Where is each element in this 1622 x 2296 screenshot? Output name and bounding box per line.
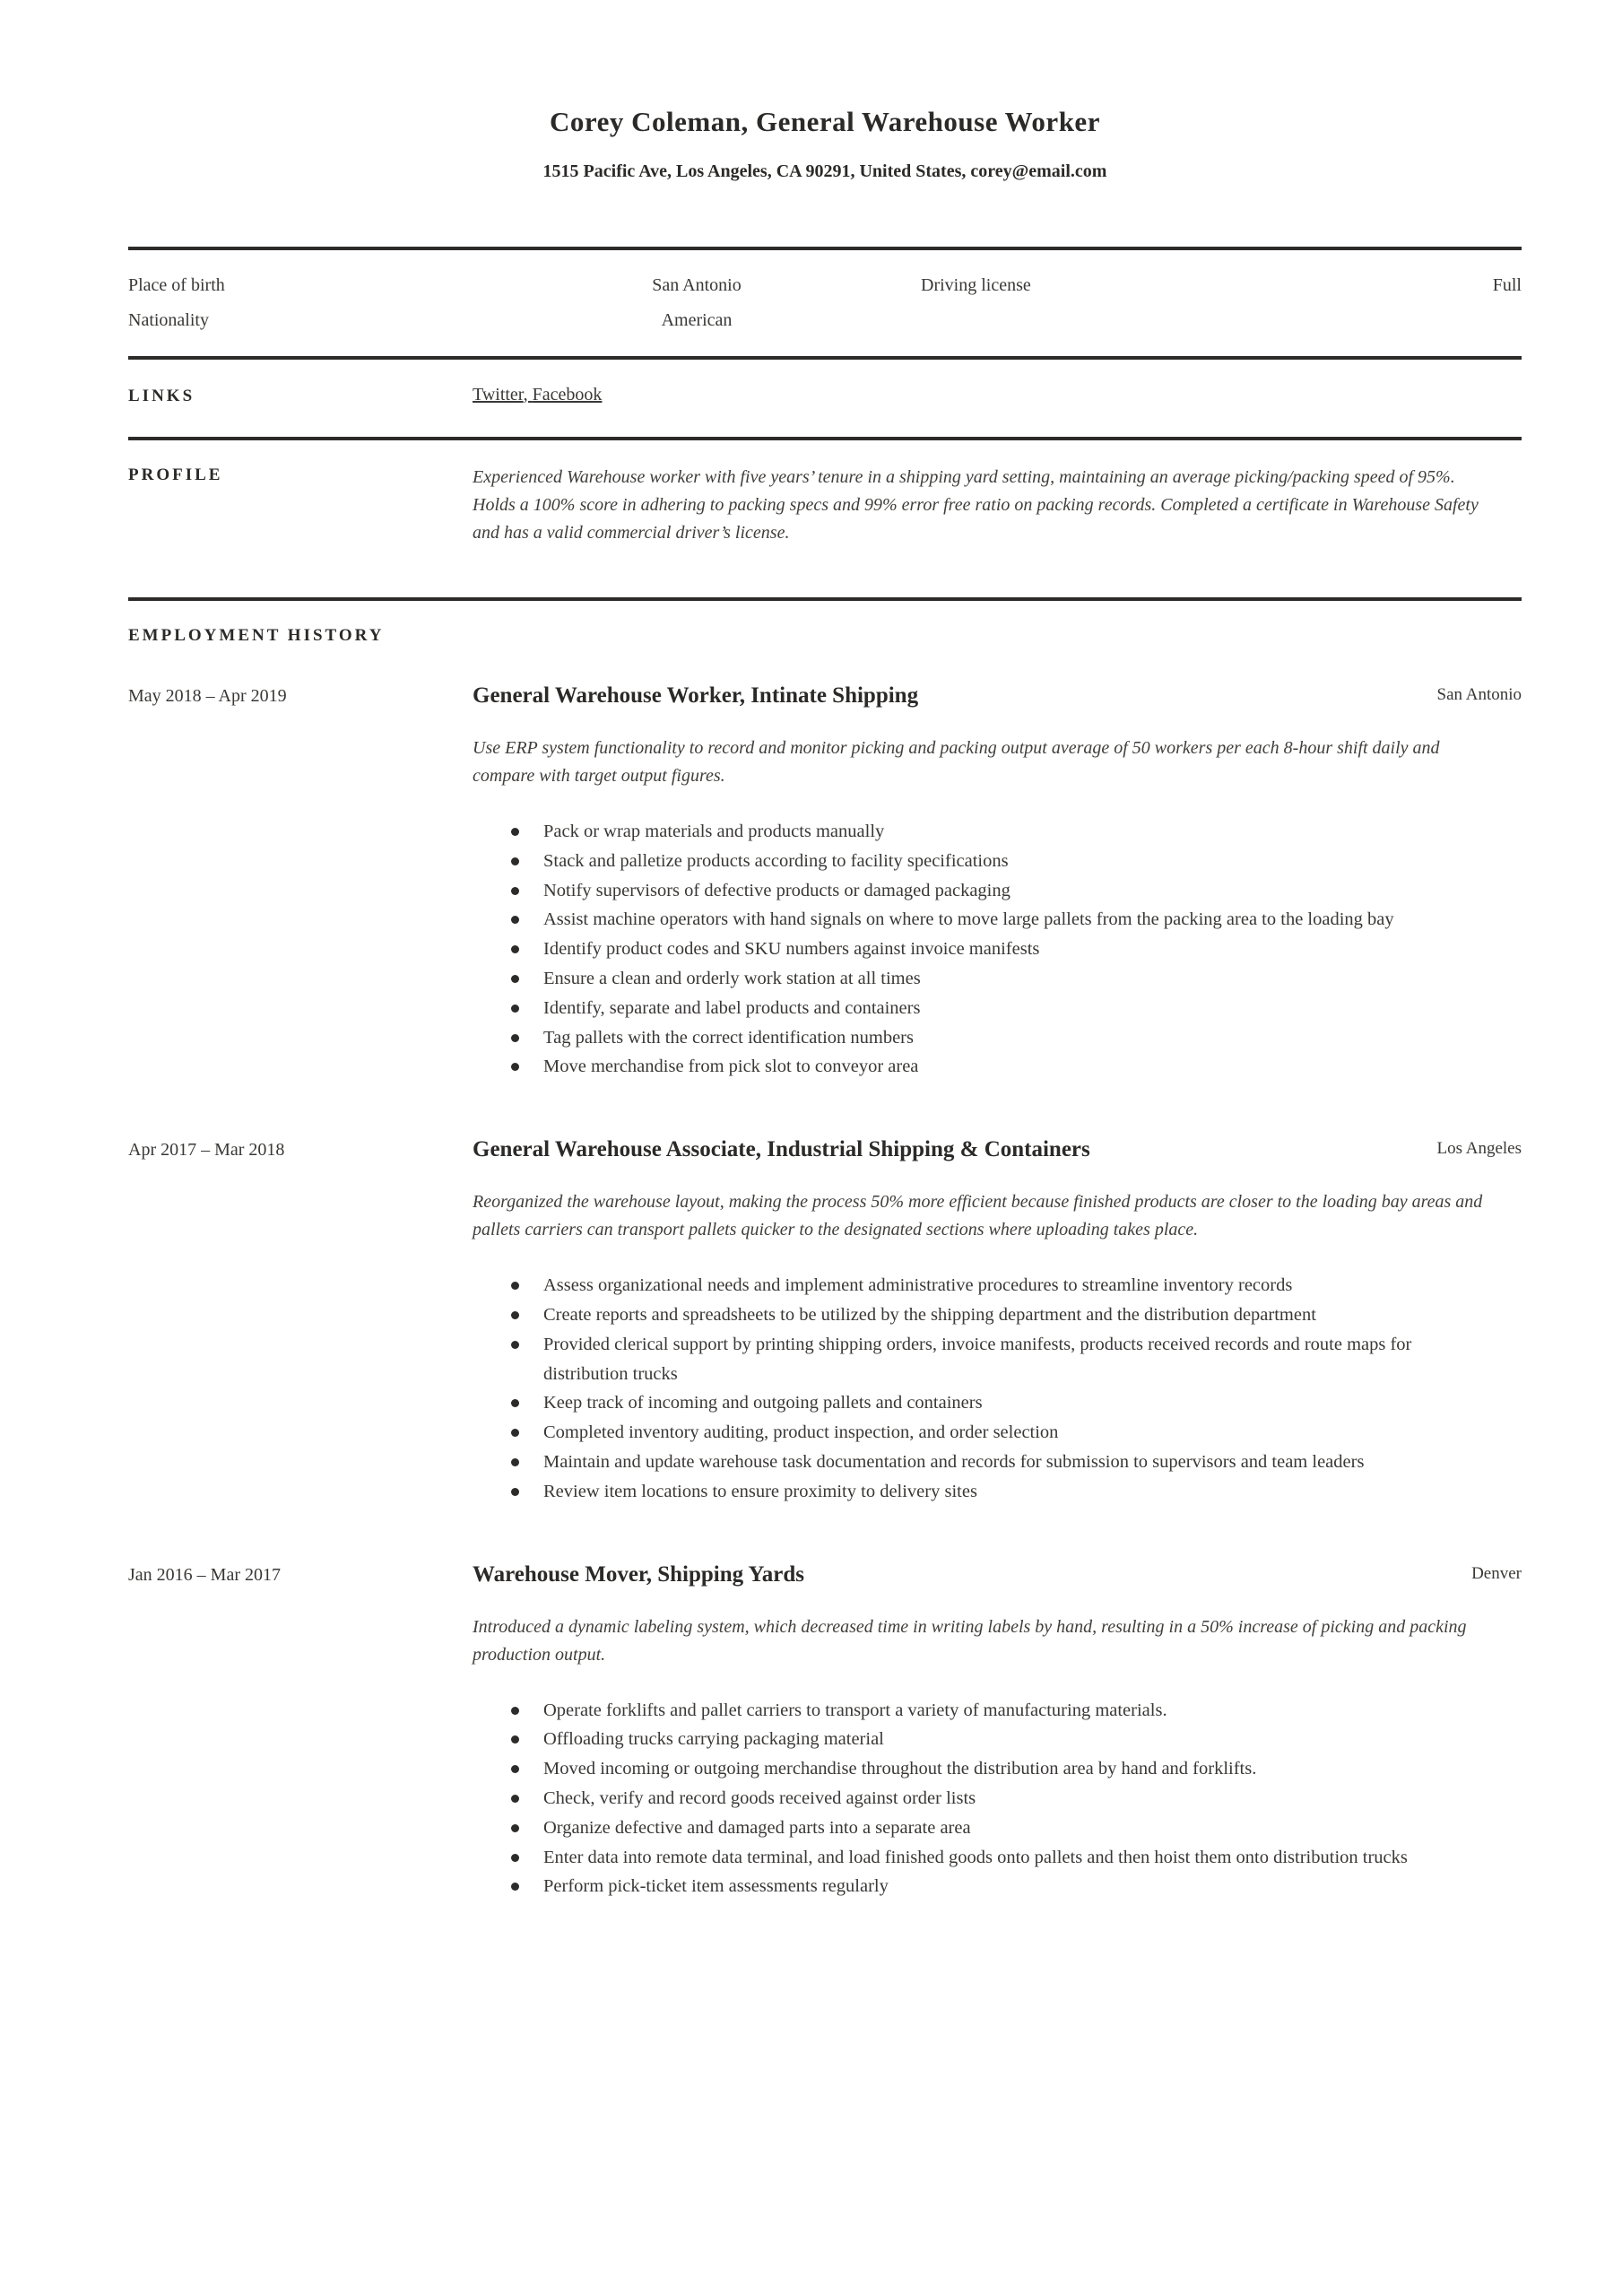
job-entry bbox=[128, 680, 1522, 1082]
driving-license-value: Full bbox=[1492, 275, 1522, 295]
detail-row bbox=[128, 310, 1522, 331]
job-title: Warehouse Mover, Shipping Yards bbox=[473, 1561, 804, 1587]
profile-section bbox=[128, 440, 1522, 597]
job-location: Los Angeles bbox=[1436, 1139, 1522, 1159]
bullet-item: Provided clerical support by printing shipping orders, invoice manifests, products received records and route maps for distribution trucks bbox=[511, 1330, 1448, 1389]
personal-details bbox=[128, 250, 1522, 356]
links-section bbox=[128, 360, 1522, 437]
social-link[interactable]: Twitter , bbox=[473, 385, 533, 404]
job-bullets bbox=[473, 817, 1448, 1082]
job-title: General Warehouse Associate, Industrial Shipping & Containers bbox=[473, 1137, 1090, 1162]
nationality-value: American bbox=[661, 310, 733, 330]
bullet-item: Moved incoming or outgoing merchandise throughout the distribution area by hand and forklifts. bbox=[511, 1754, 1448, 1784]
job-summary: Reorganized the warehouse layout, making the process 50% more efficient because finished products are closer to the loading bay areas and pallets carriers can transport pallets quicker to the designated sections where uploading takes place. bbox=[473, 1192, 1483, 1240]
bullet-item: Completed inventory auditing, product inspection, and order selection bbox=[511, 1418, 1448, 1448]
contact-line: 1515 Pacific Ave, Los Angeles, CA 90291, United States, corey@email.com bbox=[542, 161, 1107, 181]
profile-text: Experienced Warehouse worker with five years’ tenure in a shipping yard setting, maintaining an average picking/packing speed of 95%. Holds a 100% score in adhering to packing specs and 99% error free ratio on packing records. Completed a certificate in Warehouse Safety and has a valid commercial driver’s license. bbox=[473, 467, 1479, 543]
bullet-item: Operate forklifts and pallet carriers to transport a variety of manufacturing materials. bbox=[511, 1696, 1448, 1726]
bullet-item: Notify supervisors of defective products or damaged packaging bbox=[511, 876, 1448, 906]
bullet-item: Review item locations to ensure proximity to delivery sites bbox=[511, 1477, 1448, 1507]
driving-license-label: Driving license bbox=[921, 275, 1031, 295]
profile-heading: PROFILE bbox=[128, 465, 223, 484]
job-entry bbox=[128, 1134, 1522, 1506]
bullet-item: Identify, separate and label products and containers bbox=[511, 994, 1448, 1023]
place-of-birth-label: Place of birth bbox=[128, 275, 225, 295]
bullet-item: Keep track of incoming and outgoing pallets and containers bbox=[511, 1388, 1448, 1418]
employment-section bbox=[128, 601, 1522, 1901]
page-title: Corey Coleman, General Warehouse Worker bbox=[550, 106, 1100, 137]
job-bullets bbox=[473, 1696, 1448, 1902]
job-entry bbox=[128, 1559, 1522, 1902]
bullet-item: Organize defective and damaged parts into a separate area bbox=[511, 1813, 1448, 1843]
bullet-item: Identify product codes and SKU numbers against invoice manifests bbox=[511, 935, 1448, 964]
job-location: San Antonio bbox=[1436, 685, 1522, 704]
social-link[interactable]: Facebook bbox=[532, 385, 603, 404]
bullet-item: Assess organizational needs and implement administrative procedures to streamline inventory records bbox=[511, 1271, 1448, 1300]
bullet-item: Enter data into remote data terminal, and load finished goods onto pallets and then hoist them onto distribution trucks bbox=[511, 1843, 1448, 1873]
links-list bbox=[473, 385, 1522, 406]
job-dates: Apr 2017 – Mar 2018 bbox=[128, 1140, 285, 1161]
bullet-item: Maintain and update warehouse task documentation and records for submission to supervisors and team leaders bbox=[511, 1448, 1448, 1477]
bullet-item: Offloading trucks carrying packaging material bbox=[511, 1725, 1448, 1754]
job-bullets bbox=[473, 1271, 1448, 1506]
links-heading: LINKS bbox=[128, 387, 195, 405]
bullet-item: Stack and palletize products according to facility specifications bbox=[511, 847, 1448, 876]
nationality-label: Nationality bbox=[128, 310, 209, 330]
job-dates: May 2018 – Apr 2019 bbox=[128, 686, 287, 706]
bullet-item: Ensure a clean and orderly work station at all times bbox=[511, 964, 1448, 994]
job-summary: Introduced a dynamic labeling system, which decreased time in writing labels by hand, resulting in a 50% increase of picking and packing production output. bbox=[473, 1616, 1467, 1665]
job-location: Denver bbox=[1471, 1563, 1522, 1583]
bullet-item: Tag pallets with the correct identification numbers bbox=[511, 1023, 1448, 1053]
job-title: General Warehouse Worker, Intinate Shipping bbox=[473, 683, 919, 708]
detail-row bbox=[128, 275, 1522, 296]
bullet-item: Check, verify and record goods received against order lists bbox=[511, 1784, 1448, 1813]
bullet-item: Pack or wrap materials and products manually bbox=[511, 817, 1448, 847]
bullet-item: Assist machine operators with hand signals on where to move large pallets from the packing area to the loading bay bbox=[511, 905, 1448, 935]
bullet-item: Perform pick-ticket item assessments regularly bbox=[511, 1872, 1448, 1901]
bullet-item: Create reports and spreadsheets to be utilized by the shipping department and the distribution department bbox=[511, 1300, 1448, 1330]
job-dates: Jan 2016 – Mar 2017 bbox=[128, 1564, 281, 1585]
place-of-birth-value: San Antonio bbox=[652, 275, 742, 295]
job-summary: Use ERP system functionality to record and monitor picking and packing output average of 50 workers per each 8-hour shift daily and compare with target output figures. bbox=[473, 738, 1440, 786]
employment-heading: EMPLOYMENT HISTORY bbox=[128, 626, 385, 645]
bullet-item: Move merchandise from pick slot to conveyor area bbox=[511, 1052, 1448, 1082]
